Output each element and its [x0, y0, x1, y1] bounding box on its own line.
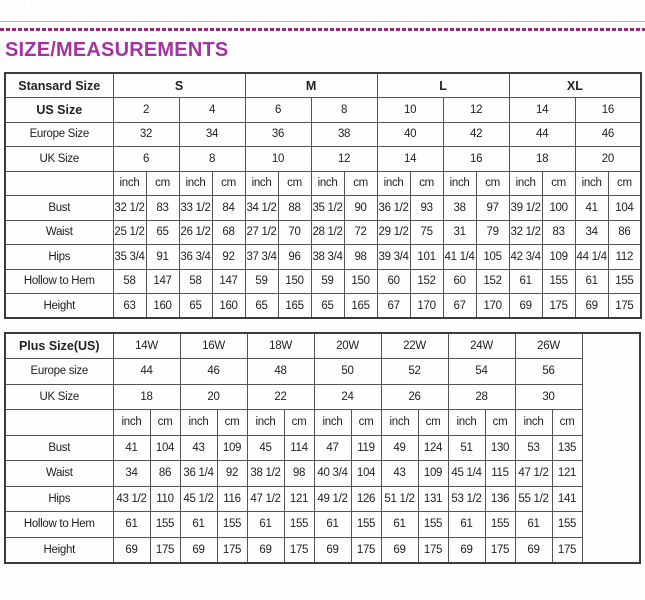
value-cell: 65: [146, 220, 179, 245]
table-row: [5, 98, 641, 123]
value-cell: 58: [113, 269, 146, 294]
value-cell: 39 1/2: [509, 196, 542, 221]
value-cell: 175: [284, 537, 314, 563]
value-cell: 56: [515, 359, 582, 385]
value-cell: 18W: [247, 333, 314, 359]
value-cell: inch: [515, 410, 552, 436]
row-label: [5, 410, 113, 436]
column-header-cell: M: [245, 73, 377, 98]
table-row: [5, 410, 640, 436]
row-label: Bust: [5, 435, 113, 461]
value-cell: 141: [552, 486, 582, 512]
value-cell: 47: [314, 435, 351, 461]
value-cell: 160: [212, 294, 245, 319]
value-cell: 115: [485, 461, 515, 487]
value-cell: 35 3/4: [113, 245, 146, 270]
standard-size-table: [4, 72, 642, 319]
value-cell: 109: [418, 461, 448, 487]
value-cell: 36 1/2: [377, 196, 410, 221]
value-cell: 60: [443, 269, 476, 294]
value-cell: 4: [179, 98, 245, 123]
value-cell: 12: [443, 98, 509, 123]
table-row: [5, 486, 640, 512]
value-cell: 65: [311, 294, 344, 319]
table-row: [5, 384, 640, 410]
value-cell: 175: [608, 294, 641, 319]
value-cell: 96: [278, 245, 311, 270]
value-cell: 110: [150, 486, 180, 512]
value-cell: 61: [381, 512, 418, 538]
value-cell: 16W: [180, 333, 247, 359]
value-cell: 100: [542, 196, 575, 221]
value-cell: 79: [476, 220, 509, 245]
value-cell: 92: [212, 245, 245, 270]
value-cell: 69: [381, 537, 418, 563]
value-cell: 175: [217, 537, 247, 563]
row-label: Waist: [5, 461, 113, 487]
row-label: Hips: [5, 486, 113, 512]
row-label: Hollow to Hem: [5, 269, 113, 294]
value-cell: 152: [410, 269, 443, 294]
value-cell: 41 1/4: [443, 245, 476, 270]
value-cell: inch: [381, 410, 418, 436]
value-cell: 38 3/4: [311, 245, 344, 270]
value-cell: 69: [180, 537, 217, 563]
value-cell: 124: [418, 435, 448, 461]
value-cell: 84: [212, 196, 245, 221]
value-cell: 58: [179, 269, 212, 294]
value-cell: cm: [552, 410, 582, 436]
value-cell: 40 3/4: [314, 461, 351, 487]
value-cell: 34: [113, 461, 150, 487]
value-cell: 104: [351, 461, 381, 487]
value-cell: 67: [443, 294, 476, 319]
value-cell: 131: [418, 486, 448, 512]
value-cell: 90: [344, 196, 377, 221]
value-cell: 36: [245, 122, 311, 147]
value-cell: 61: [314, 512, 351, 538]
value-cell: 83: [146, 196, 179, 221]
row-label: Waist: [5, 220, 113, 245]
value-cell: 121: [284, 486, 314, 512]
value-cell: 47 1/2: [247, 486, 284, 512]
value-cell: 42: [443, 122, 509, 147]
value-cell: 69: [509, 294, 542, 319]
value-cell: 93: [410, 196, 443, 221]
value-cell: cm: [150, 410, 180, 436]
value-cell: 32: [113, 122, 179, 147]
row-label: [5, 171, 113, 196]
value-cell: 16: [575, 98, 641, 123]
value-cell: 150: [278, 269, 311, 294]
value-cell: 34: [179, 122, 245, 147]
value-cell: 135: [552, 435, 582, 461]
value-cell: cm: [351, 410, 381, 436]
value-cell: 69: [448, 537, 485, 563]
value-cell: 45 1/2: [180, 486, 217, 512]
value-cell: 165: [344, 294, 377, 319]
value-cell: 69: [247, 537, 284, 563]
table-row: [5, 245, 641, 270]
value-cell: 36 3/4: [179, 245, 212, 270]
plus-size-table: [4, 332, 641, 564]
value-cell: 61: [113, 512, 150, 538]
column-header-cell: L: [377, 73, 509, 98]
table-row: [5, 333, 640, 359]
value-cell: 150: [344, 269, 377, 294]
value-cell: 44: [113, 359, 180, 385]
value-cell: 155: [542, 269, 575, 294]
value-cell: inch: [314, 410, 351, 436]
value-cell: 44: [509, 122, 575, 147]
value-cell: inch: [247, 410, 284, 436]
value-cell: 175: [150, 537, 180, 563]
divider-line: [0, 21, 645, 22]
value-cell: 114: [284, 435, 314, 461]
value-cell: 98: [284, 461, 314, 487]
value-cell: 69: [314, 537, 351, 563]
value-cell: inch: [179, 171, 212, 196]
value-cell: 59: [245, 269, 278, 294]
value-cell: 47 1/2: [515, 461, 552, 487]
table-row: [5, 73, 641, 98]
row-label: Height: [5, 537, 113, 563]
row-label: Hips: [5, 245, 113, 270]
value-cell: 69: [575, 294, 608, 319]
standard-size-table-body: [5, 73, 641, 318]
value-cell: 92: [217, 461, 247, 487]
value-cell: inch: [180, 410, 217, 436]
value-cell: 61: [180, 512, 217, 538]
value-cell: 41: [113, 435, 150, 461]
value-cell: 83: [542, 220, 575, 245]
value-cell: 16: [443, 147, 509, 172]
value-cell: 69: [515, 537, 552, 563]
table-row: [5, 220, 641, 245]
value-cell: 24: [314, 384, 381, 410]
value-cell: 45: [247, 435, 284, 461]
value-cell: 72: [344, 220, 377, 245]
row-label: UK Size: [5, 384, 113, 410]
value-cell: 121: [552, 461, 582, 487]
value-cell: 40: [377, 122, 443, 147]
value-cell: 33 1/2: [179, 196, 212, 221]
table-row: [5, 171, 641, 196]
row-label: Height: [5, 294, 113, 319]
value-cell: [582, 333, 640, 563]
value-cell: 104: [150, 435, 180, 461]
value-cell: inch: [377, 171, 410, 196]
value-cell: 98: [344, 245, 377, 270]
table-row: [5, 196, 641, 221]
value-cell: cm: [542, 171, 575, 196]
value-cell: 53 1/2: [448, 486, 485, 512]
value-cell: 50: [314, 359, 381, 385]
table-row: [5, 122, 641, 147]
value-cell: 155: [418, 512, 448, 538]
table-row: [5, 461, 640, 487]
table-row: [5, 294, 641, 319]
value-cell: 10: [245, 147, 311, 172]
value-cell: 36 1/4: [180, 461, 217, 487]
table-header-label: US Size: [5, 98, 113, 123]
value-cell: inch: [509, 171, 542, 196]
value-cell: 61: [515, 512, 552, 538]
value-cell: inch: [245, 171, 278, 196]
value-cell: 116: [217, 486, 247, 512]
value-cell: 175: [418, 537, 448, 563]
value-cell: 170: [410, 294, 443, 319]
value-cell: 49 1/2: [314, 486, 351, 512]
value-cell: 152: [476, 269, 509, 294]
value-cell: 59: [311, 269, 344, 294]
value-cell: cm: [410, 171, 443, 196]
value-cell: 55 1/2: [515, 486, 552, 512]
value-cell: 52: [381, 359, 448, 385]
value-cell: 22: [247, 384, 314, 410]
table-row: [5, 512, 640, 538]
value-cell: cm: [146, 171, 179, 196]
value-cell: 136: [485, 486, 515, 512]
value-cell: 86: [608, 220, 641, 245]
value-cell: 43: [180, 435, 217, 461]
row-label: Hollow to Hem: [5, 512, 113, 538]
value-cell: 68: [212, 220, 245, 245]
value-cell: 91: [146, 245, 179, 270]
value-cell: 14: [509, 98, 575, 123]
value-cell: 86: [150, 461, 180, 487]
value-cell: 46: [180, 359, 247, 385]
value-cell: inch: [575, 171, 608, 196]
value-cell: 61: [247, 512, 284, 538]
value-cell: 8: [179, 147, 245, 172]
value-cell: 32 1/2: [113, 196, 146, 221]
value-cell: 18: [113, 384, 180, 410]
value-cell: 147: [212, 269, 245, 294]
value-cell: 109: [217, 435, 247, 461]
value-cell: 112: [608, 245, 641, 270]
value-cell: 105: [476, 245, 509, 270]
value-cell: 32 1/2: [509, 220, 542, 245]
value-cell: 119: [351, 435, 381, 461]
value-cell: 155: [485, 512, 515, 538]
value-cell: 170: [476, 294, 509, 319]
value-cell: 155: [150, 512, 180, 538]
value-cell: 2: [113, 98, 179, 123]
row-label: Europe Size: [5, 122, 113, 147]
value-cell: cm: [212, 171, 245, 196]
value-cell: 109: [542, 245, 575, 270]
value-cell: 26: [381, 384, 448, 410]
value-cell: 38: [311, 122, 377, 147]
value-cell: cm: [344, 171, 377, 196]
row-label: Bust: [5, 196, 113, 221]
cropped-top-text: · ····· ·· ··· ····: [10, 0, 135, 7]
value-cell: 10: [377, 98, 443, 123]
value-cell: 30: [515, 384, 582, 410]
value-cell: 26W: [515, 333, 582, 359]
value-cell: 175: [485, 537, 515, 563]
value-cell: 39 3/4: [377, 245, 410, 270]
value-cell: 42 3/4: [509, 245, 542, 270]
value-cell: cm: [278, 171, 311, 196]
plus-size-table-body: [5, 333, 640, 563]
value-cell: 51: [448, 435, 485, 461]
value-cell: 44 1/4: [575, 245, 608, 270]
value-cell: 51 1/2: [381, 486, 418, 512]
value-cell: 88: [278, 196, 311, 221]
page-title: SIZE/MEASUREMENTS: [5, 39, 229, 61]
value-cell: 65: [179, 294, 212, 319]
value-cell: 14W: [113, 333, 180, 359]
table-header-label: Stansard Size: [5, 73, 113, 98]
table-row: [5, 537, 640, 563]
value-cell: 104: [608, 196, 641, 221]
value-cell: 22W: [381, 333, 448, 359]
row-label: Europe size: [5, 359, 113, 385]
value-cell: 12: [311, 147, 377, 172]
value-cell: 34 1/2: [245, 196, 278, 221]
value-cell: cm: [608, 171, 641, 196]
value-cell: 26 1/2: [179, 220, 212, 245]
value-cell: 175: [351, 537, 381, 563]
value-cell: 29 1/2: [377, 220, 410, 245]
value-cell: 61: [575, 269, 608, 294]
value-cell: 101: [410, 245, 443, 270]
value-cell: 37 3/4: [245, 245, 278, 270]
value-cell: 43: [381, 461, 418, 487]
value-cell: 20W: [314, 333, 381, 359]
value-cell: 28: [448, 384, 515, 410]
value-cell: 75: [410, 220, 443, 245]
value-cell: 48: [247, 359, 314, 385]
value-cell: 46: [575, 122, 641, 147]
value-cell: 14: [377, 147, 443, 172]
value-cell: cm: [418, 410, 448, 436]
value-cell: 20: [180, 384, 247, 410]
value-cell: 25 1/2: [113, 220, 146, 245]
value-cell: 155: [552, 512, 582, 538]
value-cell: 175: [542, 294, 575, 319]
column-header-cell: S: [113, 73, 245, 98]
value-cell: 34: [575, 220, 608, 245]
value-cell: 27 1/2: [245, 220, 278, 245]
table-row: [5, 269, 641, 294]
value-cell: inch: [443, 171, 476, 196]
value-cell: 155: [217, 512, 247, 538]
value-cell: 53: [515, 435, 552, 461]
value-cell: 155: [351, 512, 381, 538]
value-cell: cm: [485, 410, 515, 436]
row-label: UK Size: [5, 147, 113, 172]
value-cell: 63: [113, 294, 146, 319]
value-cell: 155: [284, 512, 314, 538]
value-cell: inch: [311, 171, 344, 196]
value-cell: cm: [476, 171, 509, 196]
value-cell: 6: [245, 98, 311, 123]
value-cell: 126: [351, 486, 381, 512]
value-cell: 49: [381, 435, 418, 461]
value-cell: 97: [476, 196, 509, 221]
table-row: [5, 359, 640, 385]
value-cell: 8: [311, 98, 377, 123]
value-cell: 67: [377, 294, 410, 319]
value-cell: 175: [552, 537, 582, 563]
value-cell: cm: [217, 410, 247, 436]
table-row: [5, 435, 640, 461]
value-cell: 28 1/2: [311, 220, 344, 245]
value-cell: 69: [113, 537, 150, 563]
value-cell: 41: [575, 196, 608, 221]
value-cell: 20: [575, 147, 641, 172]
value-cell: 65: [245, 294, 278, 319]
value-cell: 38 1/2: [247, 461, 284, 487]
value-cell: 147: [146, 269, 179, 294]
value-cell: 60: [377, 269, 410, 294]
value-cell: 54: [448, 359, 515, 385]
value-cell: cm: [284, 410, 314, 436]
value-cell: inch: [113, 171, 146, 196]
value-cell: 31: [443, 220, 476, 245]
value-cell: 160: [146, 294, 179, 319]
column-header-cell: XL: [509, 73, 641, 98]
value-cell: 43 1/2: [113, 486, 150, 512]
value-cell: 130: [485, 435, 515, 461]
value-cell: 6: [113, 147, 179, 172]
table-row: [5, 147, 641, 172]
value-cell: 18: [509, 147, 575, 172]
value-cell: 165: [278, 294, 311, 319]
dashed-divider: [0, 28, 645, 31]
value-cell: 24W: [448, 333, 515, 359]
value-cell: 45 1/4: [448, 461, 485, 487]
value-cell: 61: [448, 512, 485, 538]
value-cell: inch: [448, 410, 485, 436]
value-cell: 70: [278, 220, 311, 245]
value-cell: 35 1/2: [311, 196, 344, 221]
value-cell: 61: [509, 269, 542, 294]
value-cell: 38: [443, 196, 476, 221]
table-header-label: Plus Size(US): [5, 333, 113, 359]
value-cell: 155: [608, 269, 641, 294]
value-cell: inch: [113, 410, 150, 436]
